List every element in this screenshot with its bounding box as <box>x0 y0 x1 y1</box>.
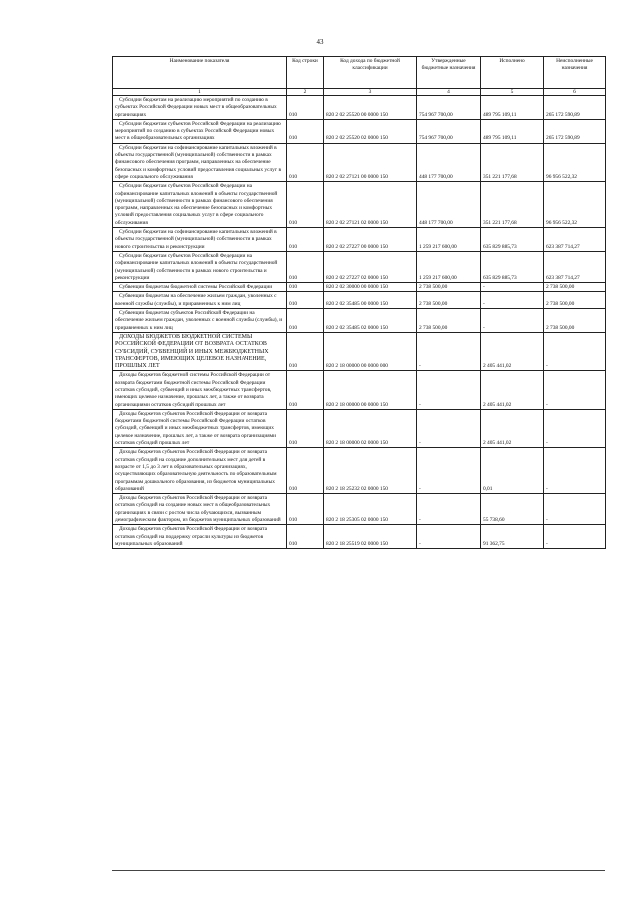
header-name: Наименование показателя <box>113 57 287 89</box>
row-executed: - <box>481 292 544 309</box>
row-line-code: 010 <box>287 182 324 228</box>
row-approved: 754 967 700,00 <box>417 96 481 120</box>
row-executed: - <box>481 309 544 333</box>
column-number-row <box>113 89 606 96</box>
row-income-code: 820 2 18 00000 00 0000 150 <box>324 371 417 409</box>
row-approved: - <box>417 409 481 447</box>
row-remaining: - <box>544 409 606 447</box>
row-line-code: 010 <box>287 332 324 370</box>
row-executed: 351 221 177,68 <box>481 143 544 181</box>
row-executed: 91 362,75 <box>481 525 544 549</box>
row-name: Субвенции бюджетам бюджетной системы Российской Федерации <box>113 283 287 292</box>
row-income-code: 820 2 02 35485 02 0000 150 <box>324 309 417 333</box>
row-line-code: 010 <box>287 283 324 292</box>
row-approved: 448 177 700,00 <box>417 182 481 228</box>
row-income-code: 820 2 02 27227 02 0000 150 <box>324 251 417 282</box>
row-executed: - <box>481 283 544 292</box>
row-remaining: 265 172 590,89 <box>544 119 606 143</box>
row-executed: 489 795 109,11 <box>481 119 544 143</box>
row-income-code: 820 2 02 25520 02 0000 150 <box>324 119 417 143</box>
row-executed: 635 829 885,73 <box>481 228 544 252</box>
row-remaining: 96 956 522,32 <box>544 182 606 228</box>
row-income-code: 820 2 02 27121 00 0000 150 <box>324 143 417 181</box>
table-row <box>113 96 606 120</box>
table-row <box>113 143 606 181</box>
table-row <box>113 283 606 292</box>
row-name: Субсидии бюджетам субъектов Российской Федерации на софинансирование капитальных вложений в объекты государственной (муниципальной) собственности в рамках нового строительства и реконструкции <box>113 251 287 282</box>
income-report-table <box>112 56 606 549</box>
row-remaining: - <box>544 525 606 549</box>
header-line-code: Код строки <box>287 57 324 89</box>
row-executed: 351 221 177,68 <box>481 182 544 228</box>
bottom-rule <box>112 870 605 871</box>
row-name: Доходы бюджетов субъектов Российской Федерации от возврата остатков субсидий на поддержку отрасли культуры из бюджетов муниципальных образований <box>113 525 287 549</box>
row-executed: 0,01 <box>481 448 544 494</box>
row-line-code: 010 <box>287 409 324 447</box>
column-number: 2 <box>287 89 324 96</box>
row-executed: 2 405 441,02 <box>481 332 544 370</box>
table-row <box>113 448 606 494</box>
row-income-code: 820 2 18 25519 02 0000 150 <box>324 525 417 549</box>
table-row <box>113 525 606 549</box>
row-approved: 448 177 700,00 <box>417 143 481 181</box>
table-row <box>113 228 606 252</box>
row-approved: 754 967 700,00 <box>417 119 481 143</box>
column-number: 3 <box>324 89 417 96</box>
row-income-code: 820 2 02 35485 00 0000 150 <box>324 292 417 309</box>
row-name: Субсидии бюджетам субъектов Российской Федерации на софинансирование капитальных вложений в объекты государственной (муниципальной) собственности в рамках финансового обеспечения программ, направленных на обеспечение безопасных и комфортных условий предоставления социальных услуг в сфере социального обслуживания <box>113 182 287 228</box>
row-approved: - <box>417 494 481 525</box>
row-line-code: 010 <box>287 448 324 494</box>
row-approved: 2 738 500,00 <box>417 292 481 309</box>
row-remaining: 96 956 522,32 <box>544 143 606 181</box>
row-income-code: 820 2 18 00000 00 0000 000 <box>324 332 417 370</box>
row-remaining: 623 387 714,27 <box>544 228 606 252</box>
row-line-code: 010 <box>287 494 324 525</box>
row-approved: - <box>417 371 481 409</box>
row-remaining: 2 738 500,00 <box>544 309 606 333</box>
row-remaining: 265 172 590,89 <box>544 96 606 120</box>
row-income-code: 820 2 18 25305 02 0000 150 <box>324 494 417 525</box>
header-income-code: Код дохода по бюджетной классификации <box>324 57 417 89</box>
row-executed: 635 829 885,73 <box>481 251 544 282</box>
row-name: Доходы бюджетов субъектов Российской Федерации от возврата бюджетами бюджетной системы Российской Федерации остатков субсидий, субвенций и иных межбюджетных трансфертов, имеющих целевое назначение, прошлых лет, а также от возврата организациями остатков субсидий прошлых лет <box>113 409 287 447</box>
row-remaining: - <box>544 332 606 370</box>
row-name: Субсидии бюджетам субъектов Российской Федерации на реализацию мероприятий по созданию в субъектах Российской Федерации новых мест в общеобразовательных организациях <box>113 119 287 143</box>
row-income-code: 820 2 02 30000 00 0000 150 <box>324 283 417 292</box>
table-body <box>113 96 606 549</box>
row-income-code: 820 2 02 27227 00 0000 150 <box>324 228 417 252</box>
row-line-code: 010 <box>287 525 324 549</box>
row-name: Субсидии бюджетам на софинансирование капитальных вложений в объекты государственной (муниципальной) собственности в рамках нового строительства и реконструкции <box>113 228 287 252</box>
header-row <box>113 57 606 89</box>
row-line-code: 010 <box>287 96 324 120</box>
row-executed: 2 405 441,02 <box>481 409 544 447</box>
table-row <box>113 309 606 333</box>
row-name: Доходы бюджетов субъектов Российской Федерации от возврата остатков субсидий на создание дополнительных мест для детей в возрасте от 1,5 до 3 лет в образовательных организациях, осуществляющих образовательную деятельность по образовательным программам дошкольного образования, из бюджетов муниципальных образований <box>113 448 287 494</box>
row-name: Субвенции бюджетам субъектов Российской Федерации на обеспечение жильем граждан, уволенных с военной службы (службы), и приравненных к ним лиц <box>113 309 287 333</box>
row-line-code: 010 <box>287 251 324 282</box>
table-row <box>113 409 606 447</box>
row-line-code: 010 <box>287 309 324 333</box>
header-executed: Исполнено <box>481 57 544 89</box>
row-remaining: 2 738 500,00 <box>544 283 606 292</box>
row-line-code: 010 <box>287 143 324 181</box>
row-line-code: 010 <box>287 292 324 309</box>
page-number: 43 <box>316 38 324 46</box>
row-name: Субсидии бюджетам на реализацию мероприятий по созданию в субъектах Российской Федерации новых мест в общеобразовательных организациях <box>113 96 287 120</box>
row-approved: - <box>417 332 481 370</box>
row-remaining: - <box>544 494 606 525</box>
row-line-code: 010 <box>287 371 324 409</box>
row-name: Доходы бюджетов субъектов Российской Федерации от возврата остатков субсидий на создание новых мест в общеобразовательных организациях в связи с ростом числа обучающихся, вызванным демографическим фактором, из бюджетов муниципальных образований <box>113 494 287 525</box>
row-name: Субвенции бюджетам на обеспечение жильем граждан, уволенных с военной службы (службы), и приравненных к ним лиц <box>113 292 287 309</box>
row-line-code: 010 <box>287 228 324 252</box>
row-income-code: 820 2 02 25520 00 0000 150 <box>324 96 417 120</box>
column-number: 6 <box>544 89 606 96</box>
row-income-code: 820 2 02 27121 02 0000 150 <box>324 182 417 228</box>
header-remaining: Неисполненные назначения <box>544 57 606 89</box>
row-name: ДОХОДЫ БЮДЖЕТОВ БЮДЖЕТНОЙ СИСТЕМЫ РОССИЙСКОЙ ФЕДЕРАЦИИ ОТ ВОЗВРАТА ОСТАТКОВ СУБСИДИЙ, СУБВЕНЦИЙ И ИНЫХ МЕЖБЮДЖЕТНЫХ ТРАНСФЕРТОВ, ИМЕЮЩИХ ЦЕЛЕВОЕ НАЗНАЧЕНИЕ, ПРОШЛЫХ ЛЕТ <box>113 332 287 370</box>
table-row <box>113 251 606 282</box>
table-row <box>113 332 606 370</box>
table-row <box>113 292 606 309</box>
row-remaining: - <box>544 448 606 494</box>
row-income-code: 820 2 18 00000 02 0000 150 <box>324 409 417 447</box>
row-remaining: 2 738 500,00 <box>544 292 606 309</box>
table-row <box>113 182 606 228</box>
column-number: 5 <box>481 89 544 96</box>
row-income-code: 820 2 18 25232 02 0000 150 <box>324 448 417 494</box>
header-approved: Утвержденные бюджетные назначения <box>417 57 481 89</box>
row-executed: 55 738,60 <box>481 494 544 525</box>
row-name: Субсидии бюджетам на софинансирование капитальных вложений в объекты государственной (муниципальной) собственности в рамках финансового обеспечения программ, направленных на обеспечение безопасных и комфортных условий предоставления социальных услуг в сфере социального обслуживания <box>113 143 287 181</box>
row-approved: 1 259 217 600,00 <box>417 251 481 282</box>
row-name: Доходы бюджетов бюджетной системы Российской Федерации от возврата бюджетами бюджетной системы Российской Федерации остатков субсидий, субвенций и иных межбюджетных трансфертов, имеющих целевое назначение, прошлых лет, а также от возврата организациями остатков субсидий прошлых лет <box>113 371 287 409</box>
column-number: 4 <box>417 89 481 96</box>
row-executed: 489 795 109,11 <box>481 96 544 120</box>
table-row <box>113 371 606 409</box>
row-line-code: 010 <box>287 119 324 143</box>
row-approved: 2 738 500,00 <box>417 283 481 292</box>
row-remaining: 623 387 714,27 <box>544 251 606 282</box>
table-row <box>113 119 606 143</box>
row-approved: - <box>417 525 481 549</box>
table-row <box>113 494 606 525</box>
row-approved: 1 259 217 600,00 <box>417 228 481 252</box>
column-number: 1 <box>113 89 287 96</box>
row-remaining: - <box>544 371 606 409</box>
row-approved: - <box>417 448 481 494</box>
row-approved: 2 738 500,00 <box>417 309 481 333</box>
row-executed: 2 405 441,02 <box>481 371 544 409</box>
